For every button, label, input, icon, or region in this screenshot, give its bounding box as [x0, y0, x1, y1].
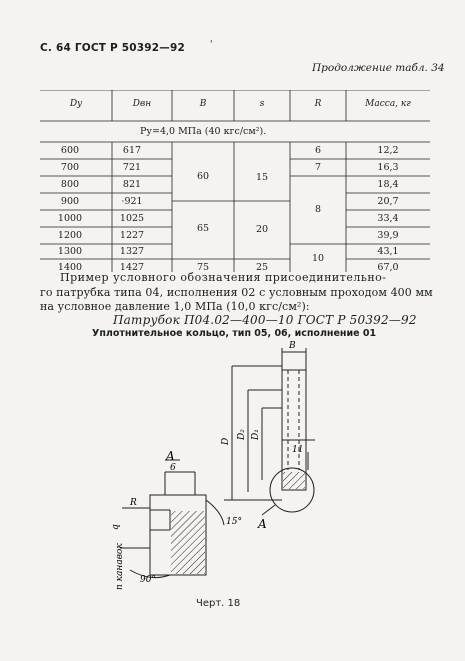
header-mark: ' [210, 40, 213, 50]
angle-label-15: 15° [226, 517, 242, 527]
cell-mass: 33,4 [377, 213, 399, 224]
cell-mass: 12,2 [377, 145, 399, 156]
dim-label-r: R [130, 498, 137, 508]
designation-example: Патрубок П04.02—400—10 ГОСТ Р 50392—92 [113, 313, 417, 327]
cell-dvn: 1327 [119, 246, 145, 257]
detail-label-a: A [166, 449, 175, 463]
cell-s: 20 [255, 224, 269, 235]
dim-label-b: B [289, 341, 296, 351]
cell-dvn: 617 [122, 145, 142, 156]
example-line-3: на условное давление 1,0 МПа (10,0 кгс/см²): [40, 300, 310, 313]
cell-dvn: 1025 [119, 213, 145, 224]
section-label-a: A [258, 517, 267, 531]
cell-s: 15 [255, 172, 269, 183]
col-header-mass: Масса, кг [365, 99, 411, 109]
cell-dvn: 821 [122, 179, 142, 190]
col-header-r: R [314, 99, 322, 109]
dim-label-6: 6 [170, 463, 176, 473]
cell-dy: 900 [60, 196, 80, 207]
pressure-subheader: Pу=4,0 МПа (40 кгс/см²). [140, 126, 267, 137]
cell-dy: 700 [60, 162, 80, 173]
dim-label-q: q [111, 524, 121, 530]
cell-mass: 18,4 [377, 179, 399, 190]
example-line-2: го патрубка типа 04, исполнения 02 с условным проходом 400 мм [40, 286, 433, 299]
cell-s: 25 [255, 262, 269, 273]
detail-section-hatch [171, 511, 205, 574]
cell-r: 10 [311, 253, 325, 264]
cell-dy: 1300 [57, 246, 83, 257]
table-continuation-label: Продолжение табл. 34 [312, 62, 445, 74]
cell-dvn: ·921 [121, 196, 143, 207]
col-header-dvn: Dвн [132, 99, 152, 109]
cell-dvn: 1227 [119, 230, 145, 241]
cell-r: 6 [314, 145, 322, 156]
cell-dvn: 1427 [119, 262, 145, 273]
cell-b: 60 [196, 171, 210, 182]
col-header-b: B [199, 99, 207, 109]
angle-label-90: 90° [140, 575, 156, 585]
cell-dy: 600 [60, 145, 80, 156]
dim-label-11: 11 [292, 445, 304, 455]
dim-label-d2: D₂ [237, 429, 247, 440]
dim-label-d1: D₁ [251, 429, 261, 440]
cell-dy: 1400 [57, 262, 83, 273]
cell-mass: 16,3 [377, 162, 399, 173]
cell-mass: 20,7 [377, 196, 399, 207]
cell-r: 7 [314, 162, 322, 173]
dim-label-d: D [221, 437, 231, 445]
cell-mass: 39,9 [377, 230, 399, 241]
groove-count-label: n канавок [115, 543, 125, 590]
figure-number: Черт. 18 [196, 598, 241, 609]
cell-dy: 800 [60, 179, 80, 190]
cell-mass: 67,0 [377, 262, 399, 273]
cell-dy: 1000 [57, 213, 83, 224]
col-header-s: s [259, 99, 265, 109]
drawing-caption: Уплотнительное кольцо, тип 05, 06, исполнение 01 [92, 328, 377, 339]
cell-r: 8 [314, 204, 322, 215]
cell-mass: 43,1 [377, 246, 399, 257]
example-line-1: Пример условного обозначения присоединительно- [60, 271, 387, 284]
cell-dvn: 721 [122, 162, 142, 173]
cell-b: 75 [196, 262, 210, 273]
page-header: С. 64 ГОСТ Р 50392—92 [40, 42, 185, 54]
cell-b: 65 [196, 223, 210, 234]
cell-dy: 1200 [57, 230, 83, 241]
ring-section-hatch [283, 472, 305, 489]
col-header-dy: Dy [69, 99, 83, 109]
